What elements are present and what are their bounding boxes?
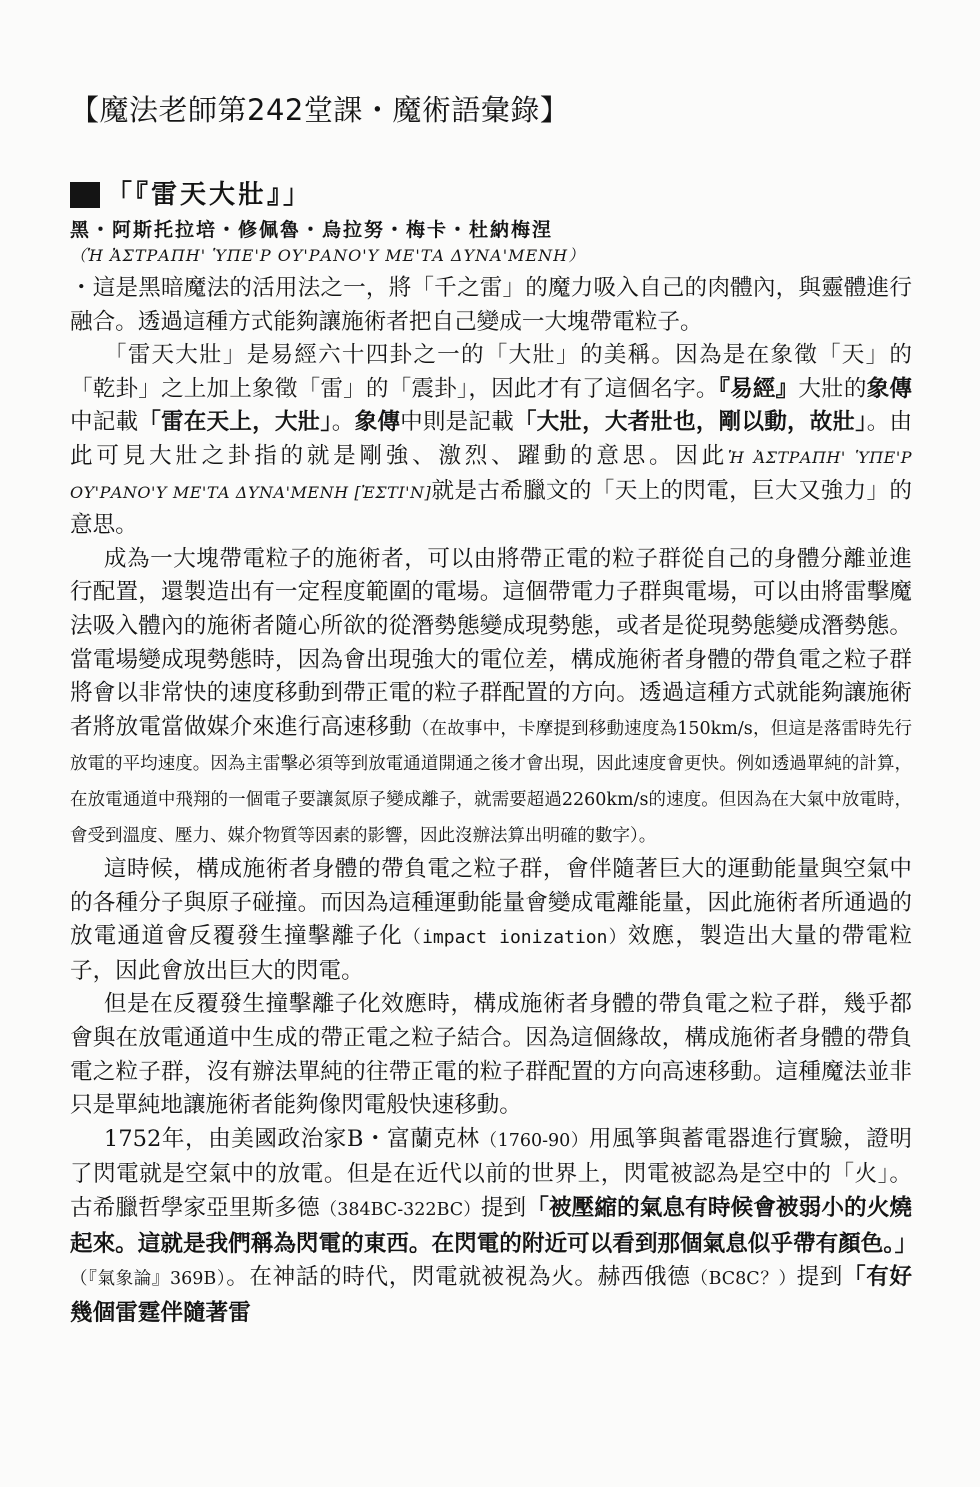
entry-reading: 黑・阿斯托拉培・修佩魯・烏拉努・梅卡・杜納梅涅 bbox=[70, 219, 554, 241]
p2-text-e: 中記載 bbox=[70, 409, 139, 436]
paragraph-1: ・這是黑暗魔法的活用法之一，將「千之雷」的魔力吸入自己的肉體內，與靈體進行融合。透過這種方式能夠讓施術者把自己變成一大塊帶電粒子。 bbox=[70, 275, 912, 335]
p2-quote-2: 「大壯，大者壯也，剛以動，故壯」 bbox=[513, 409, 867, 436]
paragraph-4 bbox=[70, 853, 912, 988]
p6-date-aristotle: （384BC-322BC） bbox=[319, 1200, 481, 1221]
p6-text-h: 。在神話的時代，閃電就被視為火。赫西俄德 bbox=[226, 1264, 691, 1291]
p2-text-c: 大壯的 bbox=[798, 375, 867, 402]
p6-date-hesiod: （BC8C？） bbox=[690, 1269, 797, 1290]
p2-quote-1: 「雷在天上，大壯」 bbox=[138, 409, 332, 436]
black-square-icon bbox=[70, 182, 100, 208]
p2-xiangzhuan-1: 象傳 bbox=[866, 375, 913, 402]
p6-text-j: 提到 bbox=[796, 1264, 843, 1291]
p4-text-a: 這時候，構成施術者身體的帶負電之粒子群，會伴隨著巨大的運動能量與空氣中的各種分子與原子碰撞。而因為這種運動能量會變成電離能量，因此施術者所通過的放電通道會反覆發生撞擊離子化 bbox=[70, 856, 912, 950]
p6-citation: （『氣象論』369B） bbox=[70, 1269, 227, 1290]
entry-greek: （Ἡ ἈΣΤΡΑΠΗ' ὙΠΕ'Ρ ΟΥ'ΡΑΝΟ'Υ ΜΕ'ΤΑ ΔΥΝΑ'ΜΕΝΗ） bbox=[70, 246, 586, 265]
p2-text-g: 。 bbox=[331, 409, 355, 436]
paragraph-2 bbox=[70, 339, 912, 543]
p3-note: （在故事中，卡摩提到移動速度為150km/s，但這是落雷時先行放電的平均速度。因為主雷擊必須等到放電通道開通之後才會出現，因此速度會更快。例如透過單純的計算，在放電通道中飛翔的一個電子要讓氮原子變成離子，就需要超過2260km/s的速度。但因為在大氣中放電時，會受到溫度、壓力、媒介物質等因素的影響，因此沒辦法算出明確的數字）。 bbox=[70, 718, 913, 846]
p4-text-c: 效應，製造出大量的帶電粒子，因此會放出巨大的閃電。 bbox=[70, 923, 913, 984]
p2-text-m: 就是古希臘文的「天上的閃電，巨大又強力」的意思。 bbox=[70, 477, 913, 539]
p2-greek: Ἡ ἈΣΤΡΑΠΗ' ὙΠΕ'Ρ ΟΥ'ΡΑΝΟ'Υ ΜΕ'ΤΑ ΔΥΝΑ'ΜΕΝΗ [ἘΣΤΙ'Ν] bbox=[70, 447, 913, 502]
p6-quote-aristotle: 「被壓縮的氣息有時候會被弱小的火燒起來。這就是我們稱為閃電的東西。在閃電的附近可以看到那個氣息似乎帶有顏色。」 bbox=[70, 1195, 918, 1257]
p2-text-a: 「雷天大壯」是易經六十四卦之一的「大壯」的美稱。因為是在象徵「天」的「乾卦」之上加上象徵「雷」的「震卦」，因此才有了這個名字。 bbox=[70, 342, 912, 402]
paragraph-6 bbox=[70, 1123, 918, 1331]
page-title: 【魔法老師第242堂課・魔術語彙錄】 bbox=[70, 93, 570, 127]
p2-book: 『易經』 bbox=[718, 375, 799, 402]
entry-heading: 「『雷天大壯』」 bbox=[106, 180, 313, 210]
entry-heading-row bbox=[70, 178, 912, 212]
p2-text-i: 中則是記載 bbox=[400, 409, 514, 436]
p6-quote-hesiod: 「有好幾個雷霆伴隨著雷 bbox=[70, 1264, 913, 1326]
p6-text-c: 用風箏與蓄電器進行實驗，證明了閃電就是空氣中的放電。但是在近代以前的世界上，閃電被認為是空中的「火」。古希臘哲學家亞里斯多德 bbox=[70, 1125, 913, 1222]
paragraph-3 bbox=[70, 543, 912, 853]
p3-text: 成為一大塊帶電粒子的施術者，可以由將帶正電的粒子群從自己的身體分離並進行配置，還製造出有一定程度範圍的電場。這個帶電力子群與電場，可以由將雷擊魔法吸入體內的施術者隨心所欲的從潛勢態變成現勢態，或者是從現勢態變成潛勢態。當電場變成現勢態時，因為會出現強大的電位差，構成施術者身體的帶負電之粒子群將會以非常快的速度移動到帶正電的粒子群配置的方向。透過這種方式就能夠讓施術者將放電當做媒介來進行高速移動 bbox=[70, 545, 912, 740]
p6-text-a: 1752年，由美國政治家B・富蘭克林 bbox=[103, 1125, 480, 1152]
paragraph-5: 但是在反覆發生撞擊離子化效應時，構成施術者身體的帶負電之粒子群，幾乎都會與在放電通道中生成的帶正電之粒子結合。因為這個緣故，構成施術者身體的帶負電之粒子群，沒有辦法單純的往帶正電的粒子群配置的方向高速移動。這種魔法並非只是單純地讓施術者能夠像閃電般快速移動。 bbox=[70, 991, 912, 1119]
page bbox=[70, 90, 918, 1330]
p4-term: （impact ionization） bbox=[402, 927, 628, 949]
p6-date-franklin: （1760-90） bbox=[479, 1130, 589, 1151]
p6-text-e: 提到 bbox=[480, 1195, 527, 1222]
p2-xiangzhuan-2: 象傳 bbox=[354, 409, 401, 436]
p2-text-k: 。由此可見大壯之卦指的就是剛強、激烈、躍動的意思。因此 bbox=[70, 409, 913, 469]
